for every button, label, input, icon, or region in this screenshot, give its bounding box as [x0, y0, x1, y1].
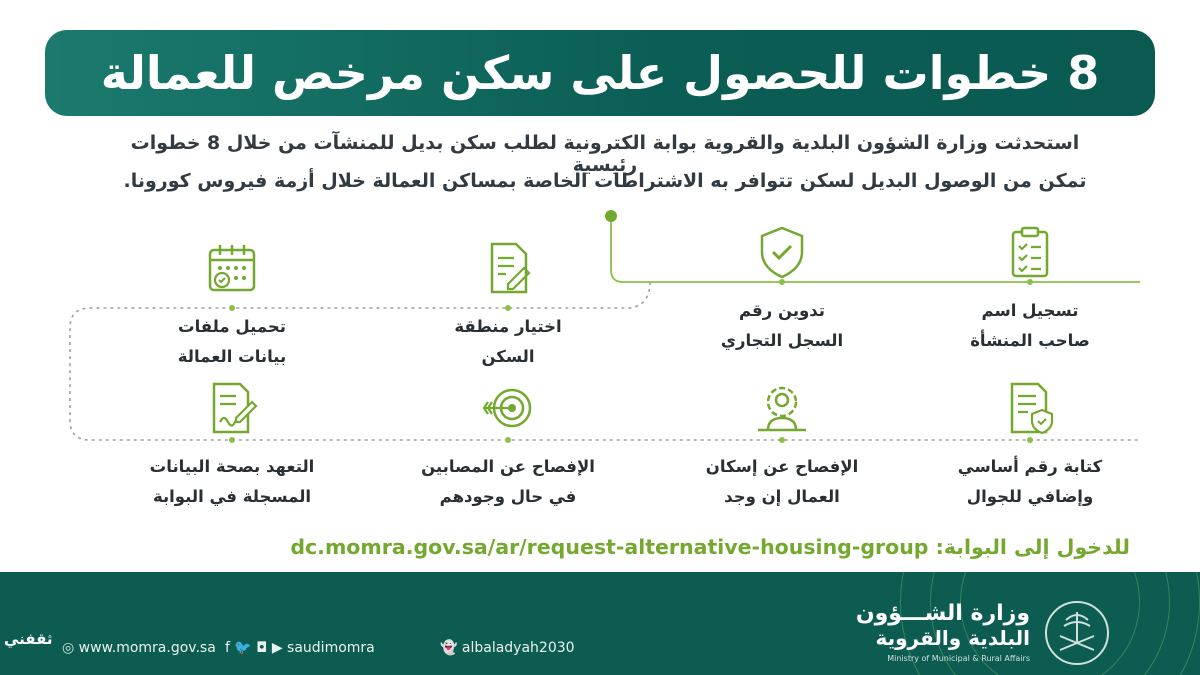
- step-6: [662, 378, 902, 512]
- intro-line-1: استحدثت وزارة الشؤون البلدية والقروية بوابة الكترونية لطلب سكن بديل للمنشآت من خلال 8 خطوات رئيسية: [130, 132, 1080, 176]
- calendar-check-icon: [202, 238, 262, 298]
- connector-start-dot: [605, 210, 617, 222]
- youtube-icon: ▶: [271, 640, 283, 656]
- globe-icon: ◎: [62, 640, 75, 656]
- snapchat-icon: 👻: [440, 640, 458, 656]
- document-shield-icon: [1000, 378, 1060, 438]
- step-label-line2: السكن: [481, 347, 535, 366]
- ministry-english: Ministry of Municipal & Rural Affairs: [887, 654, 1030, 663]
- facebook-icon: f: [225, 640, 230, 656]
- step-label-line2: صاحب المنشأة: [970, 331, 1090, 350]
- ministry-name: [856, 602, 1030, 663]
- step-label-line2: بيانات العمالة: [177, 347, 287, 366]
- step-label-line1: تحميل ملفات: [178, 317, 286, 336]
- intro-line-2: تمكن من الوصول البديل لسكن تتوافر به الاشتراطات الخاصة بمساكن العمالة خلال أزمة فيروس كورونا.: [123, 170, 1087, 192]
- portal-url-link[interactable]: dc.momra.gov.sa/ar/request-alternative-housing-group: [290, 535, 929, 559]
- step-label-line1: تسجيل اسم: [981, 301, 1079, 320]
- document-signature-icon: [202, 378, 262, 438]
- clipboard-checklist-icon: [1000, 222, 1060, 282]
- ministry-emblem-icon: [1042, 598, 1112, 668]
- footer-snapchat[interactable]: [440, 640, 575, 656]
- social-handle: saudimomra: [287, 640, 375, 656]
- title-banner: [45, 30, 1155, 116]
- portal-prefix: للدخول إلى البوابة:: [935, 535, 1130, 559]
- step-label-line2: السجل التجاري: [720, 331, 844, 350]
- portal-line: [290, 535, 1130, 559]
- step-label-line1: كتابة رقم أساسي: [957, 457, 1103, 476]
- step-3: [388, 238, 628, 372]
- shield-check-icon: [752, 222, 812, 282]
- step-label-line1: تدوين رقم: [738, 301, 825, 320]
- website-text: www.momra.gov.sa: [78, 640, 216, 656]
- document-pen-icon: [478, 238, 538, 298]
- target-arrow-icon: [478, 378, 538, 438]
- ministry-line2: البلدية والقروية: [875, 626, 1030, 650]
- brand-watermark: ثقفني: [4, 630, 53, 648]
- gear-worker-icon: [752, 378, 812, 438]
- step-label-line2: المسجلة في البوابة: [152, 487, 312, 506]
- step-label-line2: العمال إن وجد: [724, 487, 840, 506]
- step-5: [910, 378, 1150, 512]
- footer: [0, 572, 1200, 675]
- step-1: [910, 222, 1150, 356]
- step-label-line2: وإضافي للجوال: [966, 487, 1094, 506]
- step-4: [112, 238, 352, 372]
- step-7: [388, 378, 628, 512]
- footer-website[interactable]: [62, 640, 216, 656]
- step-label-line1: اختيار منطقة: [454, 317, 562, 336]
- step-2: [662, 222, 902, 356]
- step-label-line2: في حال وجودهم: [439, 487, 577, 506]
- snapchat-handle: albaladyah2030: [461, 640, 575, 656]
- page-title: 8 خطوات للحصول على سكن مرخص للعمالة: [100, 46, 1100, 100]
- step-label-line1: الإفصاح عن إسكان: [705, 457, 859, 476]
- twitter-icon: 🐦: [234, 640, 252, 656]
- instagram-icon: ◘: [256, 640, 268, 656]
- step-label-line1: الإفصاح عن المصابين: [421, 457, 595, 476]
- step-label-line1: التعهد بصحة البيانات: [149, 457, 315, 476]
- step-8: [112, 378, 352, 512]
- ministry-line1: وزارة الشـــؤون: [855, 601, 1030, 626]
- footer-social[interactable]: [225, 640, 375, 656]
